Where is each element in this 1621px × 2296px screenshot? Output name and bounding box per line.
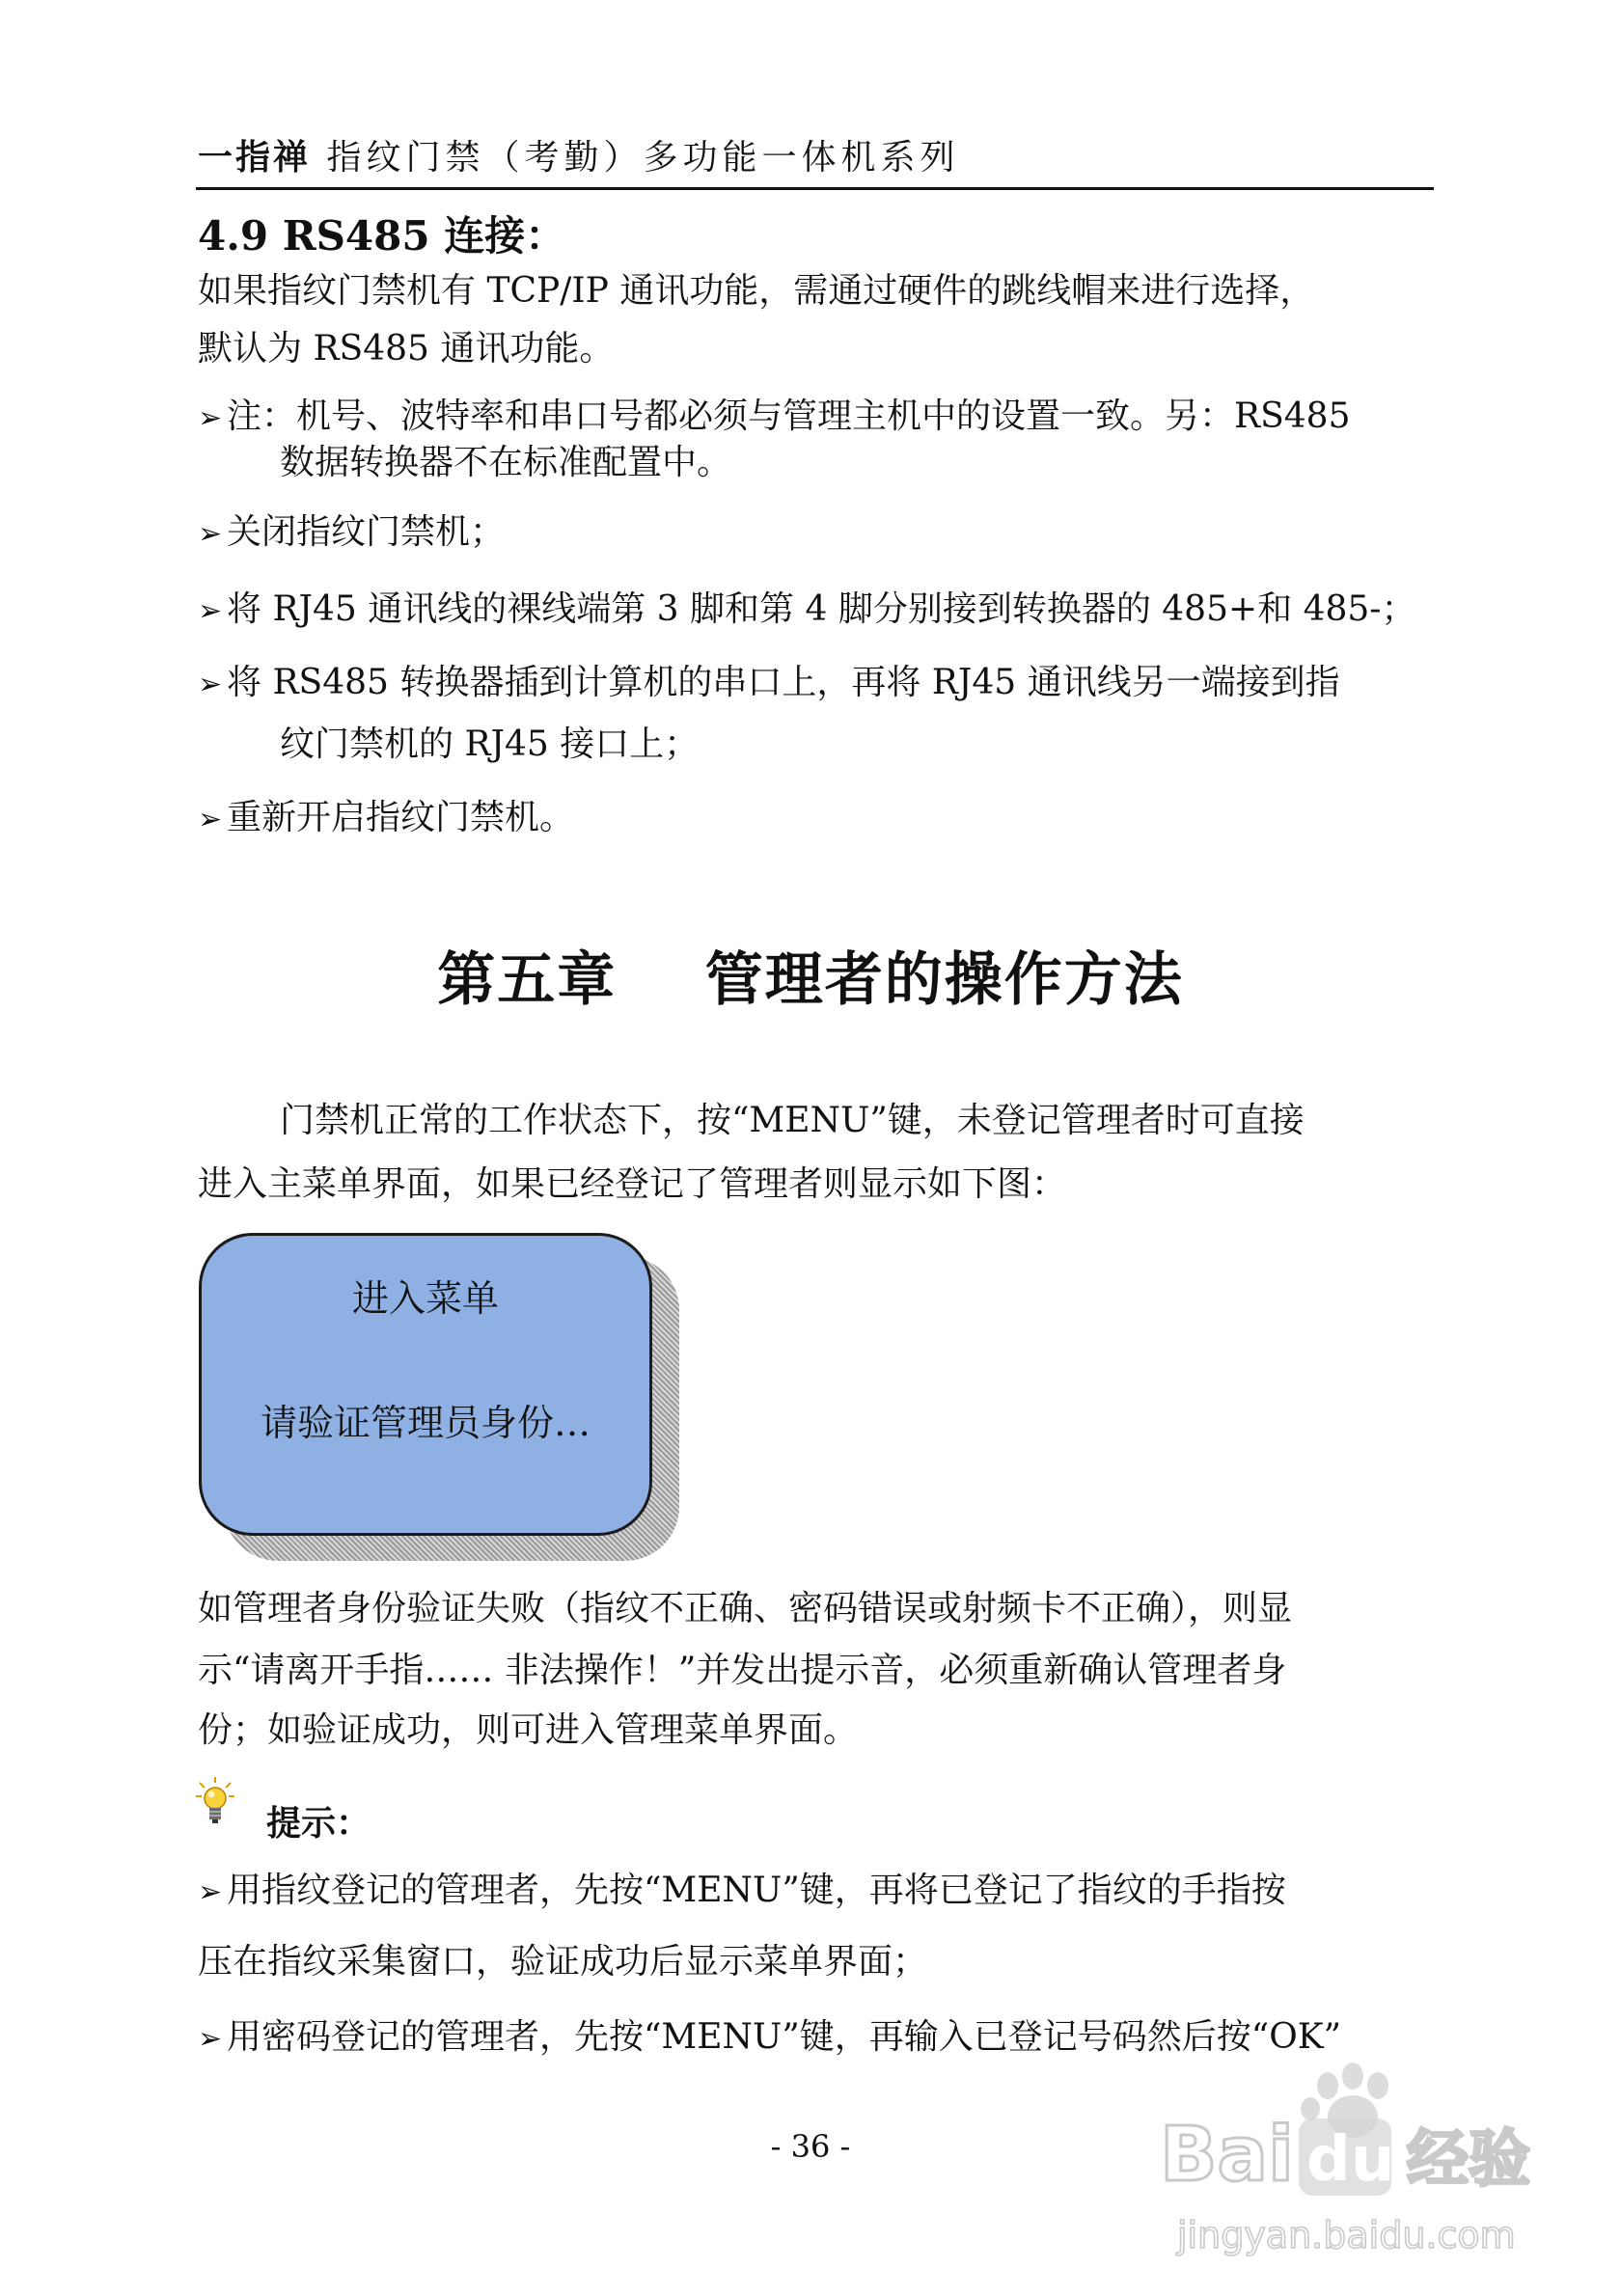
intro-paragraph-line: 进入主菜单界面，如果已经登记了管理者则显示如下图： — [198, 1164, 1067, 1204]
watermark-logo-text-2: du — [1306, 2124, 1395, 2196]
list-item: ➢ 将 RS485 转换器插到计算机的串口上，再将 RJ45 通讯线另一端接到指 — [198, 662, 1340, 706]
list-item: ➢ 用指纹登记的管理者，先按“MENU”键，再将已登记了指纹的手指按 — [198, 1870, 1286, 1914]
bullet-arrow-icon: ➢ — [198, 594, 223, 628]
section-paragraph-line: 如果指纹门禁机有 TCP/IP 通讯功能，需通过硬件的跳线帽来进行选择， — [198, 271, 1315, 311]
bullet-arrow-icon: ➢ — [198, 668, 223, 701]
header-title: 指纹门禁（考勤）多功能一体机系列 — [326, 138, 960, 178]
running-header — [198, 130, 1433, 180]
list-item: ➢ 用密码登记的管理者，先按“MENU”键，再输入已登记号码然后按“OK” — [198, 2016, 1341, 2061]
fail-paragraph-line: 如管理者身份验证失败（指纹不正确、密码错误或射频卡不正确），则显 — [198, 1589, 1293, 1628]
watermark-product: 经验 — [1407, 2124, 1530, 2196]
list-item: ➢ 将 RJ45 通讯线的裸线端第 3 脚和第 4 脚分别接到转换器的 485+和 485-； — [198, 588, 1415, 633]
header-brand: 一指禅 — [198, 137, 312, 178]
bullet-arrow-icon: ➢ — [198, 803, 223, 836]
page-number: - 36 - — [770, 2128, 851, 2165]
fail-paragraph-line: 份；如验证成功，则可进入管理菜单界面。 — [198, 1710, 859, 1750]
bullet-arrow-icon: ➢ — [198, 401, 223, 435]
fail-paragraph-line: 示“请离开手指…… 非法操作！”并发出提示音，必须重新确认管理者身 — [198, 1651, 1287, 1690]
bullet-arrow-icon: ➢ — [198, 1875, 223, 1909]
list-item-continuation: 数据转换器不在标准配置中。 — [280, 443, 732, 482]
header-rule — [196, 187, 1434, 190]
section-title: 4.9 RS485 连接： — [198, 212, 566, 260]
watermark-url: jingyan.baidu.com — [1177, 2214, 1516, 2256]
baidu-paw-icon — [1154, 2055, 1579, 2267]
chapter-title: 第五章 管理者的操作方法 — [437, 946, 1184, 1014]
list-item-continuation: 压在指纹采集窗口，验证成功后显示菜单界面； — [198, 1942, 928, 1982]
list-item: ➢ 重新开启指纹门禁机。 — [198, 797, 574, 841]
screen-line-1: 进入菜单 — [351, 1277, 499, 1320]
bullet-arrow-icon: ➢ — [198, 2022, 223, 2056]
list-item: ➢ 注：机号、波特率和串口号都必须与管理主机中的设置一致。另：RS485 — [198, 396, 1350, 440]
lightbulb-icon — [196, 1777, 234, 1829]
intro-paragraph-line: 门禁机正常的工作状态下，按“MENU”键，未登记管理者时可直接 — [280, 1101, 1305, 1140]
list-item: ➢ 关闭指纹门禁机； — [198, 511, 505, 556]
tip-label: 提示： — [266, 1803, 371, 1844]
screen-line-2: 请验证管理员身份… — [260, 1402, 591, 1444]
list-item-continuation: 纹门禁机的 RJ45 接口上； — [280, 724, 700, 764]
baidu-watermark — [1154, 2055, 1579, 2267]
section-paragraph-line: 默认为 RS485 通讯功能。 — [198, 329, 615, 369]
watermark-logo-text: Bai — [1160, 2112, 1294, 2199]
bullet-arrow-icon: ➢ — [198, 517, 223, 551]
